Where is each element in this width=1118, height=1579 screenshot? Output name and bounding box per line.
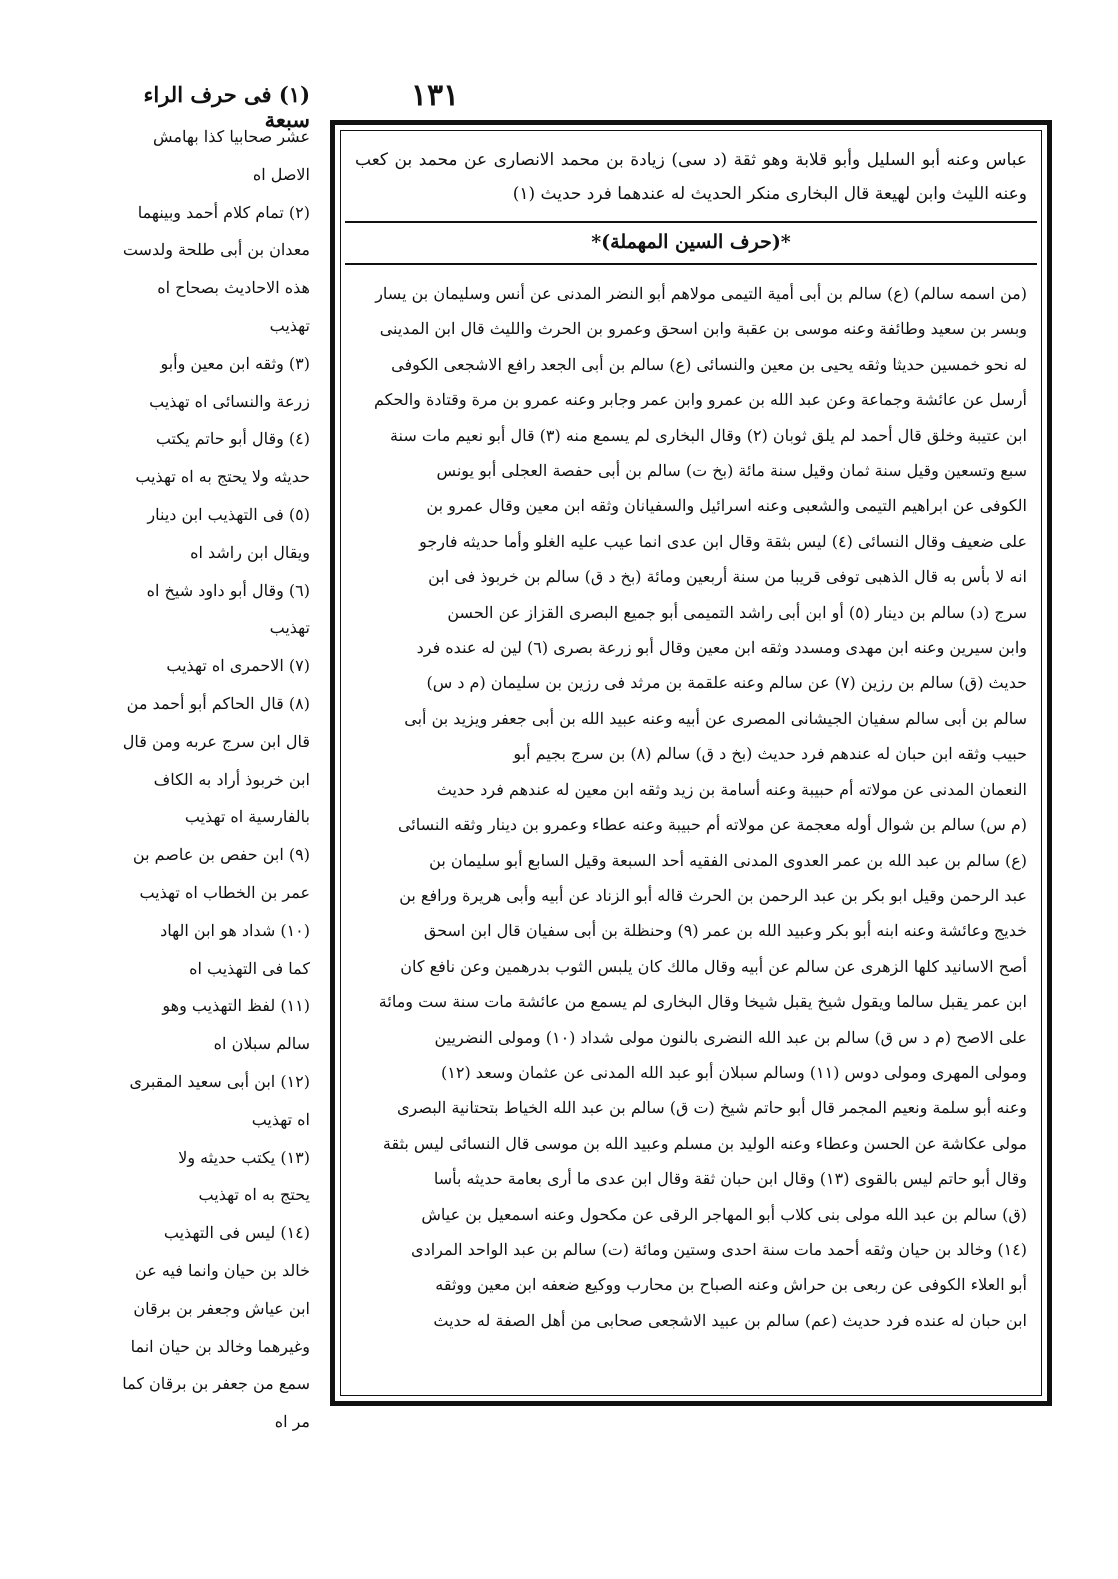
footnote-line: ويقال ابن راشد اه — [190, 542, 310, 562]
page-number: ١٣١ — [410, 78, 460, 113]
margin-footnote-heading: (١) فى حرف الراء سبعة — [143, 82, 310, 132]
main-text-line: وابن سيرين وعنه ابن مهدى ومسدد وثقه ابن معين وقال أبو زرعة بصرى (٦) لين له عنده فرد — [416, 638, 1027, 658]
main-text-line: حبيب وثقه ابن حبان له عندهم فرد حديث (بخ د ق) سالم (٨) بن سرج بجيم أبو — [513, 744, 1027, 764]
main-text-line: وبسر بن سعيد وطائفة وعنه موسى بن عقبة وابن اسحق وعمرو بن الحرث والليث قال ابن المدينى — [379, 319, 1027, 339]
main-text-line: مولى عكاشة عن الحسن وعطاء وعنه الوليد بن مسلم وعبيد الله بن موسى قال النسائى ليس بثقة — [382, 1133, 1027, 1153]
footnote-line: عشر صحابيا كذا بهامش — [153, 127, 310, 146]
main-text-line: خديج وعائشة وعنه ابنه أبو بكر وعبيد الله بن عمر (٩) وحنظلة بن أبى سفيان قال ابن اسحق — [423, 921, 1027, 941]
continued-entry-text: عباس وعنه أبو السليل وأبو قلابة وهو ثقة (د سى) زيادة بن محمد الانصارى عن محمد بن كعب وعنه الليث وابن لهيعة قال البخارى منكر الحديث له عندهما فرد حديث (١) — [355, 150, 1027, 204]
footnote-line: سمع من جعفر بن برقان كما — [122, 1374, 310, 1394]
footnote-line: (٦) وقال أبو داود شيخ اه — [146, 580, 310, 600]
footnote-line: حديثه ولا يحتج به اه تهذيب — [135, 467, 310, 487]
main-text — [355, 276, 1027, 1338]
footnote-line: ابن خربوذ أراد به الكاف — [153, 769, 310, 789]
footnote-line: (١٤) ليس فى التهذيب — [163, 1223, 310, 1243]
footnote-line: (١٠) شداد هو ابن الهاد — [160, 920, 310, 940]
text-frame-inner — [340, 130, 1042, 1396]
footnote-line: تهذيب — [269, 315, 310, 335]
main-text-line: ابن حبان له عنده فرد حديث (عم) سالم بن عبيد الاشجعى صحابى من أهل الصفة له حديث — [433, 1310, 1027, 1330]
footnote-line: قال ابن سرج عربه ومن قال — [122, 731, 310, 751]
footnote-line: معدان بن أبى طلحة ولدست — [122, 240, 310, 260]
footnote-line: مر اه — [274, 1412, 310, 1432]
footnote-line: تهذيب — [269, 618, 310, 638]
footnote-line: (٤) وقال أبو حاتم يكتب — [155, 429, 310, 449]
main-text-line: وقال أبو حاتم ليس بالقوى (١٣) وقال ابن حبان ثقة وقال ابن عدى ما أرى بعامة حديثه بأسا — [433, 1169, 1027, 1189]
main-text-line: (١٤) وخالد بن حيان وثقه أحمد مات سنة احدى وستين ومائة (ت) سالم بن عبد الواحد المرادى — [411, 1239, 1027, 1259]
main-text-line: ومولى المهرى ومولى دوس (١١) وسالم سبلان أبو عبد الله المدنى عن عثمان وسعد (١٢) — [441, 1062, 1027, 1082]
footnote-line: يحتج به اه تهذيب — [198, 1185, 310, 1205]
margin-footnotes — [95, 118, 310, 1441]
main-text-line: ابن عمر يقبل سالما ويقول شيخ يقبل شيخا وقال البخارى لم يسمع من عائشة مات سنة ست ومائة — [378, 992, 1027, 1012]
footnote-line: عمر بن الخطاب اه تهذيب — [139, 882, 310, 902]
main-text-line: سبع وتسعين وقيل سنة ثمان وقيل سنة مائة (بخ ت) سالم بن أبى حفصة العجلى أبو يونس — [436, 461, 1027, 481]
section-title-band — [345, 221, 1037, 265]
footnote-line: الاصل اه — [252, 164, 310, 184]
footnote-line: (٥) فى التهذيب ابن دينار — [147, 504, 310, 524]
main-text-line: الكوفى عن ابراهيم التيمى والشعبى وعنه اسرائيل والسفيانان وثقه ابن معين وقال عمرو بن — [426, 496, 1027, 516]
main-text-line: أرسل عن عائشة وجماعة وعن عبد الله بن عمرو وابن عمر وجابر وعنه عمرو بن مرة وقتادة والحكم — [374, 390, 1027, 410]
main-text-line: (ع) سالم بن عبد الله بن عمر العدوى المدنى الفقيه أحد السبعة وقيل السابع أبو سليمان بن — [429, 850, 1027, 870]
main-text-line: وعنه أبو سلمة ونعيم المجمر قال أبو حاتم شيخ (ت ق) سالم بن عبد الله الخياط بتحتانية البصرى — [397, 1098, 1027, 1118]
main-text-line: (من اسمه سالم) (ع) سالم بن أبى أمية التيمى مولاهم أبو النضر المدنى عن أنس وسليمان بن يسار — [375, 284, 1027, 303]
footnote-line: هذه الاحاديث بصحاح اه — [157, 278, 310, 298]
footnote-line: (٣) وثقه ابن معين وأبو — [160, 353, 310, 373]
footnote-line: (٢) تمام كلام أحمد وبينهما — [137, 202, 310, 222]
main-text-line: سالم بن أبى سالم سفيان الجيشانى المصرى عن أبيه وعنه عبيد الله بن أبى جعفر ويزيد بن أبى — [404, 708, 1027, 728]
footnote-line: (٨) قال الحاكم أبو أحمد من — [126, 693, 310, 713]
footnote-line: اه تهذيب — [251, 1109, 310, 1129]
main-text-line: (ق) سالم بن عبد الله مولى بنى كلاب أبو المهاجر الرقى عن مكحول وعنه اسمعيل بن عياش — [421, 1204, 1027, 1224]
footnote-line: (١٢) ابن أبى سعيد المقبرى — [129, 1071, 310, 1091]
footnote-line: (٩) ابن حفص بن عاصم بن — [132, 845, 310, 865]
footnote-line: (١٣) يكتب حديثه ولا — [178, 1147, 310, 1167]
footnote-line: ابن عياش وجعفر بن برقان — [133, 1298, 310, 1318]
main-text-line: ابن عتيبة وخلق قال أحمد لم يلق ثوبان (٢) وقال البخارى لم يسمع منه (٣) قال أبو نعيم مات سنة — [389, 425, 1027, 445]
footnote-line: وغيرهما وخالد بن حيان انما — [130, 1336, 310, 1356]
main-text-line: (م س) سالم بن شوال أوله معجمة عن مولاته أم حبيبة وعنه عطاء وعمرو بن دينار وثقه النسائى — [397, 815, 1027, 835]
section-title: *(حرف السين المهملة)* — [591, 231, 791, 253]
text-frame — [330, 120, 1052, 1406]
footnote-line: بالفارسية اه تهذيب — [184, 807, 310, 827]
footnote-line: زرعة والنسائى اه تهذيب — [149, 391, 310, 411]
footnote-line: (٧) الاحمرى اه تهذيب — [166, 656, 310, 676]
main-text-line: النعمان المدنى عن مولاته أم حبيبة وعنه أسامة بن زيد وثقه ابن معين له عندهم فرد حديث — [436, 779, 1027, 799]
main-text-line: على الاصح (م د س ق) سالم بن عبد الله النضرى بالنون مولى شداد (١٠) ومولى النضريين — [434, 1027, 1027, 1047]
footnote-line: (١١) لفظ التهذيب وهو — [162, 996, 310, 1016]
main-text-line: حديث (ق) سالم بن رزين (٧) عن سالم وعنه علقمة بن مرثد فى رزين بن سليمان (م د س) — [426, 673, 1027, 693]
footnote-line: سالم سبلان اه — [213, 1034, 310, 1054]
main-text-line: أبو العلاء الكوفى عن ربعى بن حراش وعنه الصباح بن محارب ووكيع ضعفه ابن معين ووثقه — [435, 1275, 1027, 1295]
main-text-line: سرج (د) سالم بن دينار (٥) أو ابن أبى راشد التميمى أبو جميع البصرى القزاز عن الحسن — [447, 602, 1027, 622]
main-text-line: له نحو خمسين حديثا وثقه يحيى بن معين والنسائى (ع) سالم بن أبى الجعد رافع الاشجعى الكوفى — [391, 354, 1027, 374]
footnote-line: كما فى التهذيب اه — [189, 958, 310, 978]
footnote-line: خالد بن حيان وانما فيه عن — [135, 1260, 310, 1280]
main-text-line: انه لا بأس به قال الذهبى توفى قريبا من سنة أربعين ومائة (بخ د ق) سالم بن خربوذ فى ابن — [428, 567, 1027, 587]
main-text-line: أصح الاسانيد كلها الزهرى عن سالم عن أبيه وقال مالك كان يلبس الثوب بدرهمين وعن نافع كان — [400, 956, 1027, 976]
main-text-line: على ضعيف وقال النسائى (٤) ليس بثقة وقال ابن عدى انما عيب عليه الغلو وأما حديثه فارجو — [419, 531, 1027, 551]
main-text-line: عبد الرحمن وقيل ابو بكر بن عبد الرحمن بن الحرث قاله أبو الزناد عن أبيه وأبى هريرة ورافع بن — [399, 885, 1027, 905]
